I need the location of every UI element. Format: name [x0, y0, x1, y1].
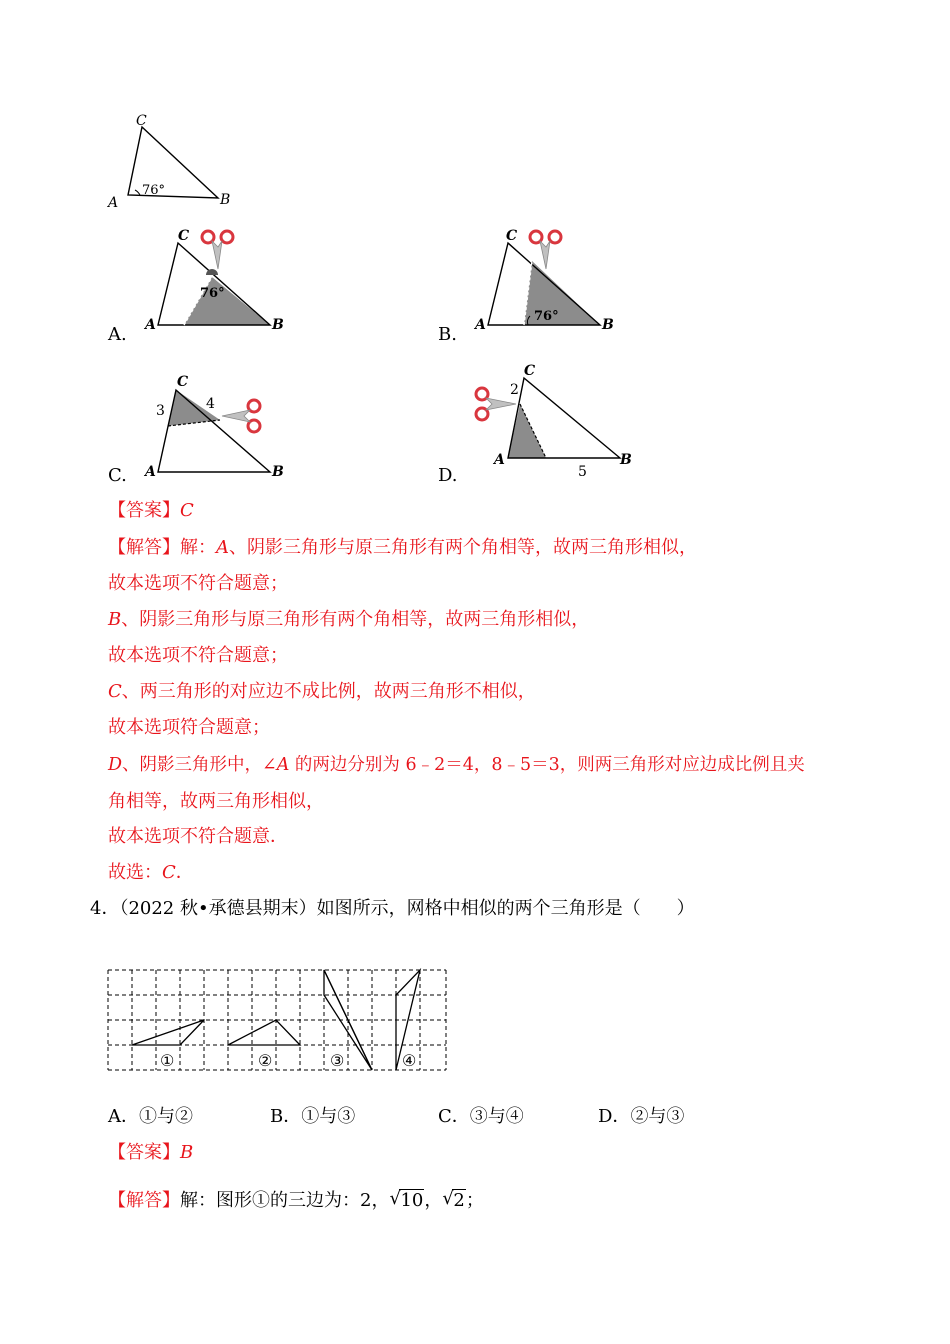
label-b: B: [272, 317, 284, 333]
option-c-figure: [140, 368, 300, 480]
q3-answer: 【答案】C: [108, 500, 194, 521]
q4-option-a: A．①与②: [108, 1106, 193, 1127]
label-b: B: [620, 452, 632, 468]
q4-option-c: C．③与④: [438, 1106, 524, 1127]
option-b-letter: B.: [438, 324, 457, 345]
side-label-c: 2: [510, 382, 519, 398]
label-a: A: [494, 452, 505, 468]
q3-solution-line-10: 故选：C．: [108, 862, 194, 883]
label-c: C: [177, 374, 189, 390]
scissors-icon: [530, 231, 561, 269]
grid-label-2: ②: [258, 1051, 273, 1070]
q4-answer: 【答案】B: [108, 1142, 194, 1163]
angle-label: 76°: [142, 183, 166, 198]
scissors-icon: [222, 400, 260, 432]
scissors-icon: [202, 231, 233, 269]
shaded-triangle: [184, 277, 270, 325]
sqrt-10: √ 10: [389, 1188, 424, 1211]
q3-solution-line-1: 【解答】解：A、阴影三角形与原三角形有两个角相等，故两三角形相似，: [108, 537, 697, 558]
option-d-letter: D.: [438, 465, 458, 486]
q3-solution-line-5: C、两三角形的对应边不成比例，故两三角形不相似，: [108, 681, 536, 702]
grid-label-4: ④: [402, 1051, 417, 1070]
q4-grid-figure: [100, 962, 460, 1074]
q3-solution-line-9: 故本选项不符合题意．: [108, 826, 288, 847]
option-a-figure: [140, 225, 300, 337]
label-a: A: [145, 317, 156, 333]
q3-solution-line-6: 故本选项符合题意；: [108, 717, 270, 738]
triangle-1: [132, 1020, 204, 1045]
label-c: C: [524, 363, 536, 379]
label-a: A: [475, 317, 486, 333]
label-b: B: [272, 464, 284, 480]
angle-label: 76°: [200, 286, 225, 301]
q3-solution-line-2: 故本选项不符合题意；: [108, 573, 288, 594]
label-b: B: [602, 317, 614, 333]
q4-option-b: B．①与③: [270, 1106, 356, 1127]
side-label-b: 5: [578, 464, 587, 480]
label-a: A: [145, 464, 156, 480]
side-label-cb: 4: [206, 396, 215, 412]
option-d-figure: [470, 360, 640, 480]
option-a-letter: A.: [108, 324, 127, 345]
option-b-figure: [470, 225, 630, 337]
label-a: A: [108, 195, 119, 210]
q4-stem: 4．（2022 秋•承德县期末）如图所示，网格中相似的两个三角形是（ ）: [90, 898, 695, 919]
q3-solution-line-3: B、阴影三角形与原三角形有两个角相等，故两三角形相似，: [108, 609, 590, 630]
q4-option-d: D．②与③: [598, 1106, 685, 1127]
label-c: C: [136, 113, 147, 129]
main-triangle-figure: [100, 110, 240, 210]
dashed-grid: [108, 970, 446, 1070]
sqrt-2: √ 2: [442, 1188, 465, 1211]
grid-label-1: ①: [160, 1051, 175, 1070]
angle-label: 76°: [534, 309, 559, 324]
q3-solution-line-8: 角相等，故两三角形相似，: [108, 791, 324, 812]
label-c: C: [506, 228, 518, 244]
q3-solution-line-4: 故本选项不符合题意；: [108, 645, 288, 666]
q3-solution-line-7: D、阴影三角形中，∠A 的两边分别为 6﹣2＝4，8﹣5＝3，则两三角形对应边成比例且夹: [108, 755, 805, 775]
q4-solution: 【解答】解：图形①的三边为：2， √ 10， √ 2；: [108, 1188, 484, 1211]
triangle-2: [228, 1020, 300, 1045]
label-b: B: [220, 192, 231, 208]
grid-label-3: ③: [330, 1051, 345, 1070]
side-label-ac: 3: [156, 403, 165, 419]
option-c-letter: C.: [108, 465, 127, 486]
label-c: C: [178, 228, 190, 244]
